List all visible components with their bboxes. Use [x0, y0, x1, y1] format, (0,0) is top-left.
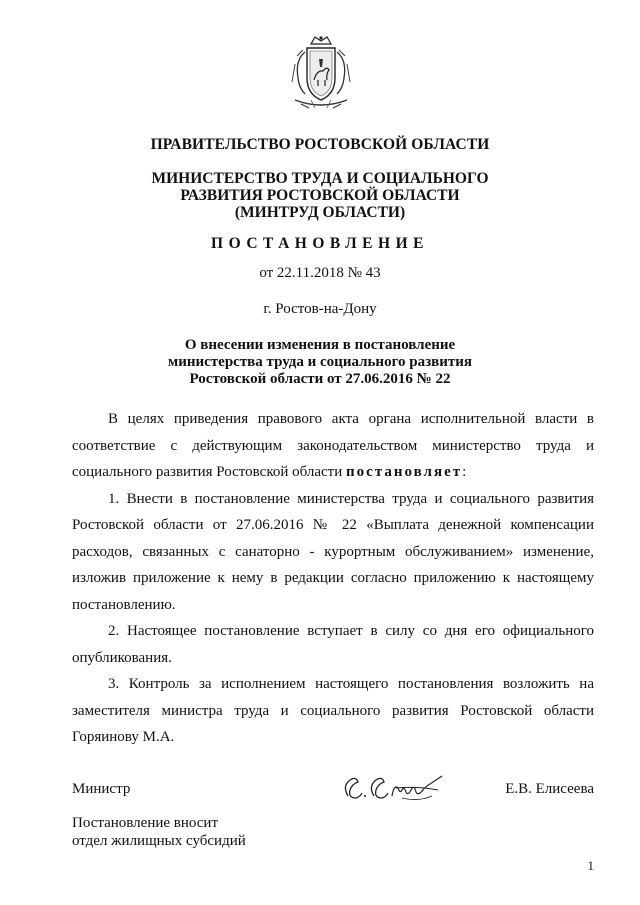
- document-subject: [60, 337, 580, 388]
- ministry-line: МИНИСТЕРСТВО ТРУДА И СОЦИАЛЬНОГО: [151, 170, 489, 187]
- preamble-end: :: [462, 464, 467, 480]
- preamble-text: В целях приведения правового акта органа исполнительной власти в соответствие с действующим законодательством министерство труда и социального развития Ростовской области: [72, 411, 594, 480]
- government-title: ПРАВИТЕЛЬСТВО РОСТОВСКОЙ ОБЛАСТИ: [150, 136, 490, 153]
- preamble-paragraph: [72, 406, 594, 486]
- item-paragraph: 2. Настоящее постановление вступает в силу со дня его официального опубликования.: [72, 623, 594, 666]
- item-paragraph: 3. Контроль за исполнением настоящего постановления возложить на заместителя министра труда и социального развития Ростовской области Горяинову М.А.: [72, 676, 594, 745]
- coat-of-arms-icon: [289, 34, 353, 114]
- handwritten-signature: [338, 766, 448, 812]
- document-type: ПОСТАНОВЛЕНИЕ: [211, 235, 429, 252]
- document-city: г. Ростов-на-Дону: [263, 301, 377, 317]
- note-line: Постановление вносит: [72, 815, 219, 831]
- ministry-line: РАЗВИТИЯ РОСТОВСКОЙ ОБЛАСТИ: [180, 187, 460, 204]
- signatory-position: Министр: [72, 781, 131, 797]
- subject-line: Ростовской области от 27.06.2016 № 22: [189, 371, 451, 387]
- ministry-name: [60, 170, 580, 221]
- subject-line: министерства труда и социального развития: [167, 354, 473, 370]
- note-line: отдел жилищных субсидий: [72, 833, 246, 849]
- submitter-note: [72, 814, 246, 850]
- subject-line: О внесении изменения в постановление: [184, 337, 456, 353]
- document-body: [72, 406, 594, 751]
- ministry-line: (МИНТРУД ОБЛАСТИ): [234, 204, 406, 221]
- signatory-name: Е.В. Елисеева: [505, 781, 594, 797]
- preamble-verb: постановляет: [346, 464, 463, 480]
- page-number: 1: [587, 858, 594, 873]
- document-date-number: от 22.11.2018 № 43: [259, 265, 381, 281]
- item-paragraph: 1. Внести в постановление министерства труда и социального развития Ростовской области от 27.06.2016 № 22 «Выплата денежной компенсации расходов, связанных с санаторно - курортным обслуживанием» изменение, изложив приложение к нему в редакции согласно приложению к настоящему постановлению.: [72, 490, 594, 613]
